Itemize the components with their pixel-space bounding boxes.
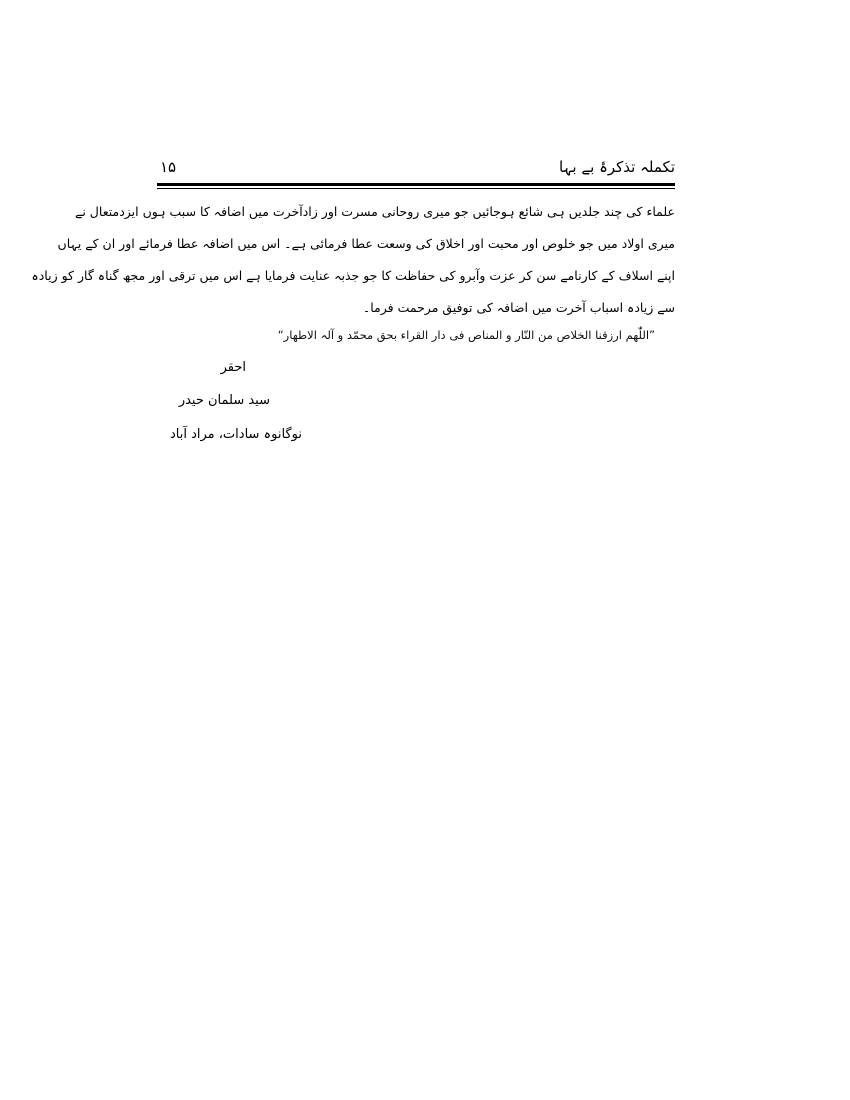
body-line-1: علماء کی چند جلدیں ہی شائع ہوجائیں جو میری روحانی مسرت اور زادآخرت میں اضافہ کا سبب ہوں ایزدمتعال نے xyxy=(75,204,675,219)
body-paragraph xyxy=(31,196,675,324)
body-line-3: اپنے اسلاف کے کارنامے سن کر عزت وآبرو کی حفاظت کا جو جذبہ عنایت فرمایا ہے اس میں ترقی اور مجھ گناہ گار کو زیادہ xyxy=(31,268,675,283)
running-title: تکملہ تذکرۂ بے بہا xyxy=(559,158,675,176)
page-number: ۱۵ xyxy=(160,158,177,176)
signature-humble: احقر xyxy=(220,360,246,375)
signature-location: نوگانوہ سادات، مراد آباد xyxy=(169,427,302,442)
page-header xyxy=(157,158,675,182)
signature-author-name: سید سلمان حیدر xyxy=(178,393,270,408)
header-rule-thin xyxy=(157,188,675,189)
body-line-2: میری اولاد میں جو خلوص اور محبت اور اخلاق کی وسعت عطا فرمائی ہے۔ اس میں اضافہ عطا فرمائے اور ان کے یہاں xyxy=(57,236,675,251)
arabic-prayer: ”اللّٰھم ارزقنا الخلاص من النّار و المناص فی دار القراء بحق محمّد و آلہ الاطھار“ xyxy=(277,328,655,342)
header-rule-thick xyxy=(157,183,675,186)
body-line-4: سے زیادہ اسباب آخرت میں اضافہ کی توفیق مرحمت فرما۔ xyxy=(362,300,675,315)
